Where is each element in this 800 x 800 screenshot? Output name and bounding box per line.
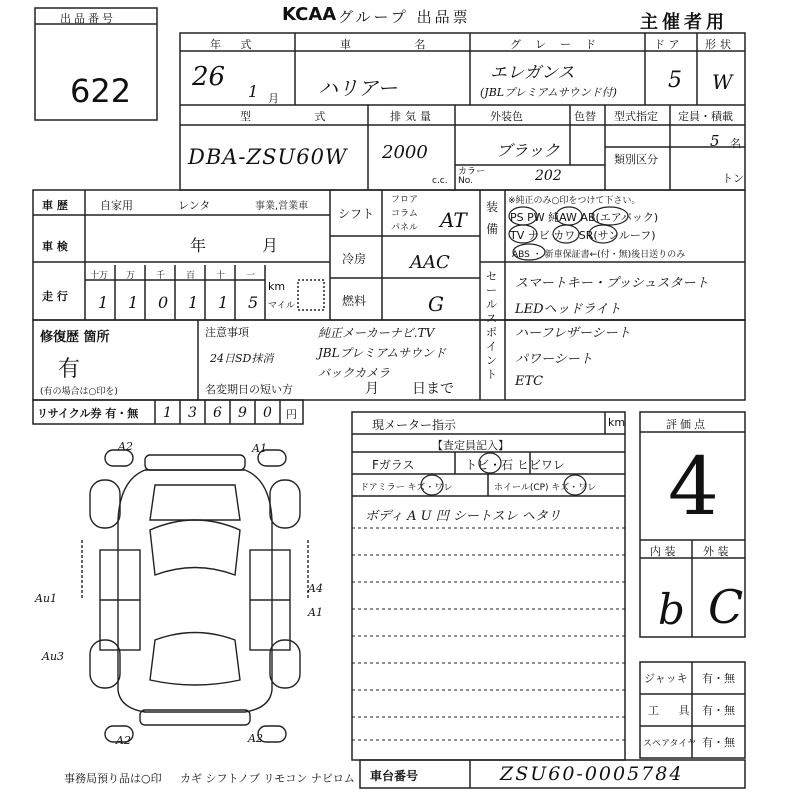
inspector-remark: ボディ A U 凹 シートスレ ヘタリ xyxy=(365,509,561,524)
inspection-label: 車 検 xyxy=(42,240,68,253)
name-change-month: 月 xyxy=(365,381,379,397)
displacement-label: 排気量 xyxy=(390,110,435,123)
glass-opts: トビ・石 ヒビワレ xyxy=(465,458,565,472)
color-no-label: カラーNo. xyxy=(458,167,486,186)
diagram-mark: A2 xyxy=(116,734,131,747)
exterior-color-label: 外装色 xyxy=(490,110,523,123)
sales-point: ETC xyxy=(515,374,544,389)
meter-km: km xyxy=(608,416,626,429)
meter-label: 現メーター指示 xyxy=(372,418,457,432)
jack-yes-no: 有・無 xyxy=(702,672,735,685)
lot-number: 622 xyxy=(70,72,132,110)
grade-label: グレード xyxy=(510,38,610,51)
office-items: カギ シフトノブ リモコン ナビロム xyxy=(180,772,355,785)
shape-label: 形状 xyxy=(705,38,735,51)
repair-value: 有 xyxy=(58,357,81,382)
inspector-title: 【査定員記入】 xyxy=(432,439,509,452)
copy-label: 主催者用 xyxy=(640,12,728,33)
exterior-color-value: ブラック xyxy=(496,141,560,160)
mileage-unit: 一 xyxy=(246,271,256,281)
equip-row3: ABS ・ 新車保証書←(付・無)後日送りのみ xyxy=(512,250,686,260)
month-unit: 月 xyxy=(268,92,279,105)
jack-label: ジャッキ xyxy=(644,672,688,685)
interior-label: 内 装 xyxy=(650,545,676,558)
name-change-day: 日まで xyxy=(412,381,454,397)
diagram-mark: Au3 xyxy=(42,650,65,663)
sales-point: スマートキー・プッシュスタート xyxy=(515,276,709,291)
lot-label: 出品番号 xyxy=(60,12,116,25)
capacity-unit: 名 xyxy=(730,137,741,150)
year-label: 年 式 xyxy=(210,38,260,51)
color-change-label: 色替 xyxy=(574,110,596,123)
ton-unit: トン xyxy=(722,172,744,185)
car-name-label: 車 名 xyxy=(340,38,456,51)
mileage-unit: 十 xyxy=(216,271,226,281)
history-opt-private: 自家用 xyxy=(100,199,133,212)
recycle-digit: 9 xyxy=(238,405,247,421)
doors-label: ドア xyxy=(654,38,684,51)
notes-left: 24日SD抹消 xyxy=(210,352,274,365)
recycle-digit: 3 xyxy=(188,405,197,421)
year-value: 26 xyxy=(192,62,226,92)
color-no-value: 202 xyxy=(535,168,562,184)
exterior-label: 外 装 xyxy=(703,545,729,558)
type-designation-label: 型式指定 xyxy=(614,110,658,123)
sales-point: LEDヘッドライト xyxy=(515,302,622,317)
grade-value: エレガンス xyxy=(490,63,575,83)
fuel-label: 燃料 xyxy=(342,294,367,308)
mileage-digit: 1 xyxy=(188,293,199,312)
title-logo: KCAA xyxy=(282,4,337,25)
mileage-unit: 十万 xyxy=(90,271,109,281)
shift-opt-panel: パネル xyxy=(391,223,419,233)
month-value: 1 xyxy=(248,82,259,101)
doors-value: 5 xyxy=(668,68,682,93)
mileage-digit: 5 xyxy=(248,293,259,312)
mileage-digit: 0 xyxy=(158,293,169,312)
equip-label: 装備 xyxy=(486,200,499,236)
car-name-value: ハリアー xyxy=(318,76,398,100)
mileage-unit: 千 xyxy=(156,271,166,281)
notes-label: 注意事項 xyxy=(205,326,249,339)
spare-label: スペアタイヤ xyxy=(643,739,697,749)
equip-row2: TV ナビ カワ SR(サンルーフ) xyxy=(510,229,656,242)
mile-label: マイル xyxy=(268,301,295,311)
equip-row1: PS PW 純AW AB(エアバック) xyxy=(510,211,659,224)
history-opt-business: 事業,営業車 xyxy=(255,201,309,212)
diagram-mark: A2 xyxy=(118,440,133,453)
tools-label: 工 具 xyxy=(648,704,698,717)
capacity-label: 定員・積載 xyxy=(678,110,733,123)
shift-value: AT xyxy=(440,208,467,232)
repair-note: (有の場合は○印を) xyxy=(40,387,118,397)
wheel-label: ホイール(CP) キズ・ワレ xyxy=(494,483,597,493)
shape-value: W xyxy=(712,70,733,94)
spare-yes-no: 有・無 xyxy=(702,736,735,749)
recycle-label: リサイクル券 有・無 xyxy=(37,407,139,420)
title-text: グループ 出品票 xyxy=(338,8,471,26)
exterior-value: C xyxy=(708,580,744,634)
fuel-value: G xyxy=(428,292,444,316)
history-label: 車 歴 xyxy=(42,199,68,212)
shift-opt-column: コラム xyxy=(391,209,418,219)
mileage-unit: 万 xyxy=(126,271,136,281)
inspection-year: 年 xyxy=(190,236,207,255)
tools-yes-no: 有・無 xyxy=(702,704,735,717)
diagram-mark: Au1 xyxy=(35,592,58,605)
notes-line: JBLプレミアムサウンド xyxy=(318,346,447,360)
glass-label: Fガラス xyxy=(372,458,415,472)
model-label: 型 式 xyxy=(240,110,356,123)
name-change-label: 名変期日の短い方 xyxy=(205,383,293,396)
ac-value: AAC xyxy=(410,252,450,273)
shift-opt-floor: フロア xyxy=(391,195,419,205)
ac-label: 冷房 xyxy=(342,252,367,266)
mileage-digit: 1 xyxy=(98,293,109,312)
sales-point: パワーシート xyxy=(515,352,593,367)
shift-label: シフト xyxy=(338,207,375,221)
cc-unit: c.c. xyxy=(432,176,448,186)
grade-sub: (JBLプレミアムサウンド付) xyxy=(480,86,617,99)
capacity-value: 5 xyxy=(710,132,720,150)
office-note: 事務局預り品は○印 xyxy=(64,772,162,785)
chassis-label: 車台番号 xyxy=(370,769,419,783)
score-value: 4 xyxy=(668,440,719,533)
km-label: km xyxy=(268,280,286,293)
mileage-unit: 百 xyxy=(186,271,196,281)
recycle-digit: 1 xyxy=(163,405,172,421)
mileage-digit: 1 xyxy=(128,293,139,312)
diagram-mark: A4 xyxy=(308,582,323,595)
mirror-label: ドアミラー キズ・ワレ xyxy=(360,483,453,493)
category-label: 類別区分 xyxy=(614,153,658,166)
notes-line: バックカメラ xyxy=(318,366,391,380)
sales-label: セールスポイント xyxy=(486,270,497,381)
history-opt-rental: レンタ xyxy=(178,199,211,212)
score-label: 評価点 xyxy=(666,418,708,431)
sales-point: ハーフレザーシート xyxy=(515,326,631,341)
recycle-digit: 6 xyxy=(213,405,222,421)
inspection-month: 月 xyxy=(262,236,279,255)
diagram-mark: A2 xyxy=(248,732,263,745)
notes-line: 純正メーカーナビ.TV xyxy=(318,326,435,340)
recycle-digit: 0 xyxy=(263,405,272,421)
model-value: DBA-ZSU60W xyxy=(188,145,348,169)
mileage-label: 走 行 xyxy=(42,290,68,303)
yen-label: 円 xyxy=(286,408,297,421)
chassis-value: ZSU60-0005784 xyxy=(500,763,684,785)
repair-label: 修復歴 箇所 xyxy=(40,330,110,345)
car-diagram xyxy=(82,450,308,742)
equip-note: ※純正のみ○印をつけて下さい。 xyxy=(508,196,641,206)
displacement-value: 2000 xyxy=(382,142,428,163)
diagram-mark: A1 xyxy=(308,606,323,619)
diagram-mark: A1 xyxy=(252,442,267,455)
interior-value: b xyxy=(658,585,685,634)
mileage-digit: 1 xyxy=(218,293,229,312)
